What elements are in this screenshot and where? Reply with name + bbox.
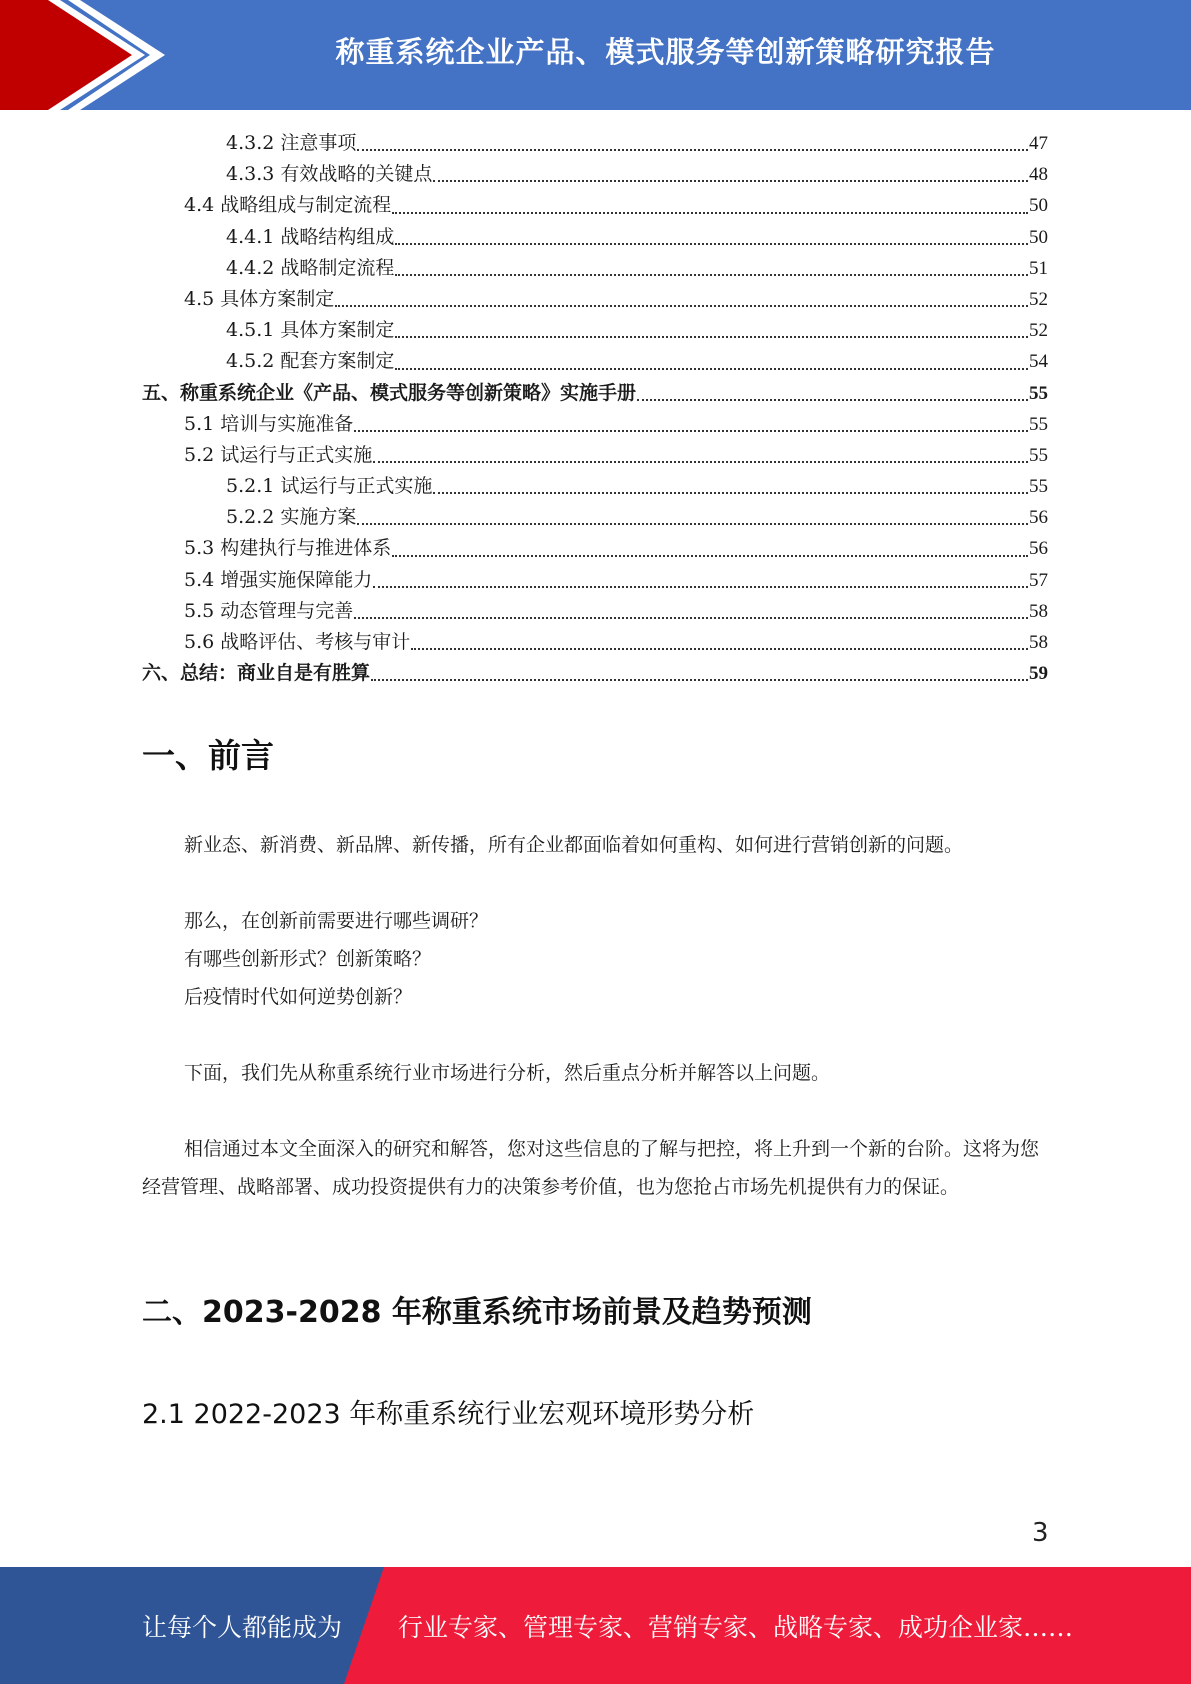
toc-leader-dots xyxy=(395,274,1028,276)
subsection-heading: 2.1 2022-2023 年称重系统行业宏观环境形势分析 xyxy=(142,1399,755,1430)
toc-entry[interactable] xyxy=(142,253,1048,284)
toc-entry[interactable] xyxy=(142,190,1048,221)
toc-entry-page: 56 xyxy=(1029,538,1048,560)
toc-entry[interactable] xyxy=(142,565,1048,596)
toc-entry[interactable] xyxy=(142,159,1048,190)
toc-entry-page: 52 xyxy=(1029,288,1048,310)
toc-entry-label: 4.3.3 有效战略的关键点 xyxy=(226,163,433,186)
toc-leader-dots xyxy=(354,617,1028,619)
toc-entry-page: 54 xyxy=(1029,351,1048,373)
toc-entry[interactable] xyxy=(142,502,1048,533)
toc-entry-page: 58 xyxy=(1029,632,1048,653)
toc-entry-page: 59 xyxy=(1029,663,1048,685)
toc-entry[interactable] xyxy=(142,378,1048,409)
toc-entry-page: 47 xyxy=(1029,133,1048,154)
toc-leader-dots xyxy=(395,243,1028,245)
toc-entry-label: 5.4 增强实施保障能力 xyxy=(184,568,373,591)
toc-entry-page: 58 xyxy=(1029,600,1048,622)
paragraph-value: 相信通过本文全面深入的研究和解答，您对这些信息的了解与把控，将上升到一个新的台阶。这将为您经营管理、战略部署、成功投资提供有力的决策参考价值，也为您抢占市场先机提供有力的保证。 xyxy=(142,1138,1040,1198)
toc-leader-dots xyxy=(637,399,1028,401)
paragraph-next: 下面，我们先从称重系统行业市场进行分析，然后重点分析并解答以上问题。 xyxy=(184,1062,831,1084)
toc-leader-dots xyxy=(433,492,1028,494)
toc-leader-dots xyxy=(335,305,1028,307)
toc-entry[interactable] xyxy=(142,284,1048,315)
toc-entry-label: 4.4.1 战略结构组成 xyxy=(226,225,395,248)
page-header xyxy=(0,0,1191,110)
toc-entry[interactable] xyxy=(142,315,1048,346)
toc-entry-label: 4.5.2 配套方案制定 xyxy=(226,350,395,373)
toc-entry-page: 50 xyxy=(1029,226,1048,248)
question-2: 有哪些创新形式？创新策略？ xyxy=(184,948,432,970)
toc-entry-page: 48 xyxy=(1029,164,1048,186)
toc-entry[interactable] xyxy=(142,222,1048,253)
section-heading-preface: 一、前言 xyxy=(142,736,274,775)
toc-entry-label: 5.6 战略评估、考核与审计 xyxy=(184,631,411,653)
toc-entry-page: 55 xyxy=(1029,413,1048,435)
header-title: 称重系统企业产品、模式服务等创新策略研究报告 xyxy=(335,34,996,69)
toc-entry-page: 52 xyxy=(1029,320,1048,342)
toc-entry[interactable] xyxy=(142,533,1048,564)
toc-entry-label: 5.1 培训与实施准备 xyxy=(184,412,354,435)
toc-entry-label: 4.5 具体方案制定 xyxy=(184,287,335,310)
page-number: 3 xyxy=(1032,1518,1049,1548)
toc-entry-page: 55 xyxy=(1029,476,1048,498)
toc-entry-label: 4.5.1 具体方案制定 xyxy=(226,319,395,342)
page-footer xyxy=(0,1567,1191,1684)
toc-entry[interactable] xyxy=(142,128,1048,159)
footer-slogan-left: 让每个人都能成为 xyxy=(142,1612,343,1642)
question-1: 那么，在创新前需要进行哪些调研？ xyxy=(184,910,489,932)
toc-leader-dots xyxy=(354,430,1028,432)
toc-leader-dots xyxy=(395,368,1028,370)
toc-entry-label: 4.3.2 注意事项 xyxy=(226,132,357,154)
toc-entry-label: 5.2.2 实施方案 xyxy=(226,506,357,529)
toc-entry-label: 5.3 构建执行与推进体系 xyxy=(184,537,392,560)
toc-entry[interactable] xyxy=(142,627,1048,658)
toc-entry-label: 4.4 战略组成与制定流程 xyxy=(184,194,392,217)
toc-entry-page: 57 xyxy=(1029,569,1048,591)
toc-entry-page: 50 xyxy=(1029,195,1048,217)
toc-entry-label: 5.2 试运行与正式实施 xyxy=(184,443,373,466)
question-3: 后疫情时代如何逆势创新？ xyxy=(184,986,413,1008)
toc-entry-label: 5.2.1 试运行与正式实施 xyxy=(226,475,433,498)
toc-entry-label: 六、总结：商业自是有胜算 xyxy=(142,662,371,685)
toc-entry-label: 五、称重系统企业《产品、模式服务等创新策略》实施手册 xyxy=(142,381,637,404)
toc-entry-page: 51 xyxy=(1029,257,1048,279)
toc-entry-label: 4.4.2 战略制定流程 xyxy=(226,256,395,279)
section-heading-forecast: 二、2023-2028 年称重系统市场前景及趋势预测 xyxy=(142,1295,812,1330)
toc-leader-dots xyxy=(433,180,1028,182)
toc-entry[interactable] xyxy=(142,596,1048,627)
toc-entry[interactable] xyxy=(142,346,1048,377)
paragraph-intro: 新业态、新消费、新品牌、新传播，所有企业都面临着如何重构、如何进行营销创新的问题。 xyxy=(184,834,964,856)
toc-entry[interactable] xyxy=(142,440,1048,471)
toc-leader-dots xyxy=(357,149,1028,151)
toc-leader-dots xyxy=(411,648,1028,650)
toc-entry[interactable] xyxy=(142,409,1048,440)
toc-leader-dots xyxy=(373,586,1028,588)
toc-leader-dots xyxy=(392,212,1028,214)
toc-entry[interactable] xyxy=(142,658,1048,689)
toc-leader-dots xyxy=(392,555,1028,557)
toc-entry-page: 55 xyxy=(1029,382,1048,404)
toc-entry-page: 56 xyxy=(1029,507,1048,529)
table-of-contents xyxy=(142,128,1048,689)
toc-leader-dots xyxy=(357,523,1028,525)
toc-entry-label: 5.5 动态管理与完善 xyxy=(184,599,354,622)
toc-entry[interactable] xyxy=(142,471,1048,502)
toc-leader-dots xyxy=(395,336,1028,338)
toc-leader-dots xyxy=(373,461,1028,463)
toc-leader-dots xyxy=(371,679,1028,681)
toc-entry-page: 55 xyxy=(1029,444,1048,466)
footer-slogan-right: 行业专家、管理专家、营销专家、战略专家、成功企业家…… xyxy=(398,1612,1074,1642)
